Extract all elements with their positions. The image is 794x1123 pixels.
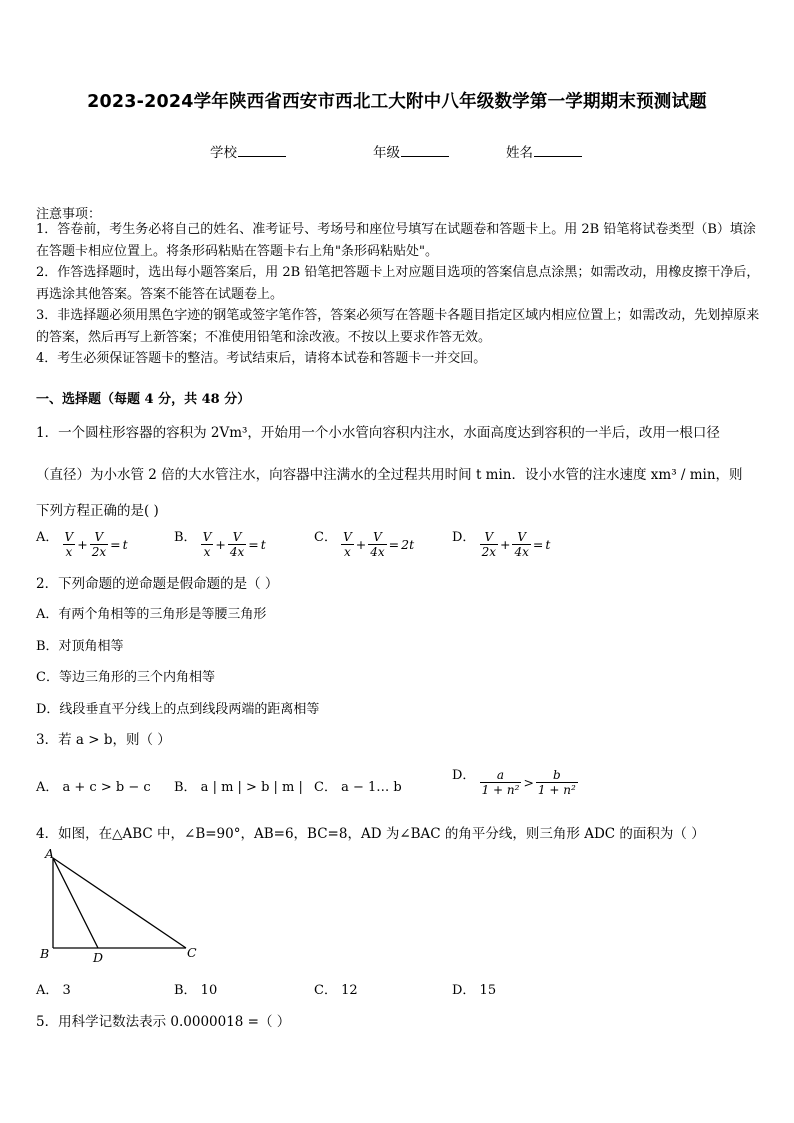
q2-option-b[interactable]: B．对顶角相等 bbox=[36, 639, 124, 654]
q4-option-d[interactable]: D． 15 bbox=[452, 983, 497, 998]
q1-option-d[interactable]: D． $\frac{V}{2x}$ + $\frac{V}{4x}$ = t bbox=[452, 530, 551, 559]
school-field bbox=[210, 141, 286, 161]
q4-option-a[interactable]: A． 3 bbox=[36, 983, 71, 998]
triangle-figure bbox=[36, 845, 206, 970]
label-b: B bbox=[40, 946, 50, 961]
q2-option-d[interactable]: D．线段垂直平分线上的点到线段两端的距离相等 bbox=[36, 702, 320, 717]
q1-option-c[interactable]: C． $\frac{V}{x}$ + $\frac{V}{4x}$ = 2t bbox=[314, 530, 415, 559]
label-c: C bbox=[187, 945, 197, 960]
notice-item-1: 1．答卷前，考生务必将自己的姓名、准考证号、考场号和座位号填写在试题卷和答题卡上。用 2B 铅笔将试卷类型（B）填涂在答题卡相应位置上。将条形码粘贴在答题卡右上角"条形码粘贴处"。 bbox=[36, 222, 756, 259]
side-ac bbox=[53, 858, 186, 948]
page-title: 2023-2024学年陕西省西安市西北工大附中八年级数学第一学期期末预测试题 bbox=[87, 92, 707, 112]
q3-option-d[interactable]: D． $\frac{a}{\text{1 + n²}}$ > $\frac{b}{\text{1 + n²}}$ bbox=[452, 768, 576, 797]
q5-stem: 5．用科学记数法表示 0.0000018 =（ ） bbox=[36, 1014, 291, 1030]
q2-option-c[interactable]: C．等边三角形的三个内角相等 bbox=[36, 670, 215, 685]
q3-option-a[interactable]: A． a + c > b − c bbox=[36, 780, 151, 795]
name-label: 姓名 bbox=[506, 145, 533, 161]
notice-item-3: 3．非选择题必须用黑色字迹的钢笔或签字笔作答，答案必须写在答题卡各题目指定区域内相应位置上；如需改动，先划掉原来的答案，然后再写上新答案；不准使用铅笔和涂改液。不按以上要求作答无效。 bbox=[36, 308, 760, 345]
q3-option-c[interactable]: C． a − 1… b bbox=[314, 780, 402, 795]
q4-stem: 4．如图，在△ABC 中，∠B=90°，AB=6，BC=8，AD 为∠BAC 的角平分线，则三角形 ADC 的面积为（ ） bbox=[36, 826, 705, 842]
label-a: A bbox=[45, 846, 55, 861]
q2-stem: 2．下列命题的逆命题是假命题的是（ ） bbox=[36, 576, 279, 592]
school-blank bbox=[238, 144, 286, 157]
name-field bbox=[506, 141, 582, 161]
grade-field bbox=[373, 141, 449, 161]
notice-item-4: 4．考生必须保证答题卡的整洁。考试结束后，请将本试卷和答题卡一并交回。 bbox=[36, 351, 487, 366]
q1-option-b[interactable]: B． $\frac{V}{x}$ + $\frac{V}{4x}$ = t bbox=[174, 530, 266, 559]
q1-line-3: 下列方程正确的是( ) bbox=[36, 503, 159, 519]
q3-option-b[interactable]: B． a | m | > b | m | bbox=[174, 780, 303, 795]
grade-blank bbox=[401, 144, 449, 157]
q4-option-b[interactable]: B． 10 bbox=[174, 983, 218, 998]
notice-item-2: 2．作答选择题时，选出每小题答案后，用 2B 铅笔把答题卡上对应题目选项的答案信息点涂黑；如需改动，用橡皮擦干净后，再选涂其他答案。答案不能答在试题卷上。 bbox=[36, 265, 760, 302]
grade-label: 年级 bbox=[373, 145, 400, 161]
notice-heading: 注意事项： bbox=[36, 207, 102, 222]
school-label: 学校 bbox=[210, 145, 237, 161]
name-blank bbox=[534, 144, 582, 157]
q4-option-c[interactable]: C． 12 bbox=[314, 983, 358, 998]
q2-option-a[interactable]: A．有两个角相等的三角形是等腰三角形 bbox=[36, 607, 267, 622]
q1-line-1: 1．一个圆柱形容器的容积为 2Vm³，开始用一个小水管向容积内注水，水面高度达到容积的一半后，改用一根口径 bbox=[36, 425, 720, 441]
segment-ad bbox=[53, 858, 98, 948]
label-d: D bbox=[93, 950, 104, 965]
q1-option-a[interactable]: A． $\frac{V}{x}$ + $\frac{V}{2x}$ = t bbox=[36, 530, 128, 559]
q1-line-2: （直径）为小水管 2 倍的大水管注水，向容器中注满水的全过程共用时间 t min．设小水管的注水速度 xm³ / min，则 bbox=[36, 467, 743, 483]
section-heading: 一、选择题（每题 4 分，共 48 分） bbox=[36, 392, 251, 407]
q3-stem: 3．若 a > b，则（ ） bbox=[36, 732, 171, 748]
